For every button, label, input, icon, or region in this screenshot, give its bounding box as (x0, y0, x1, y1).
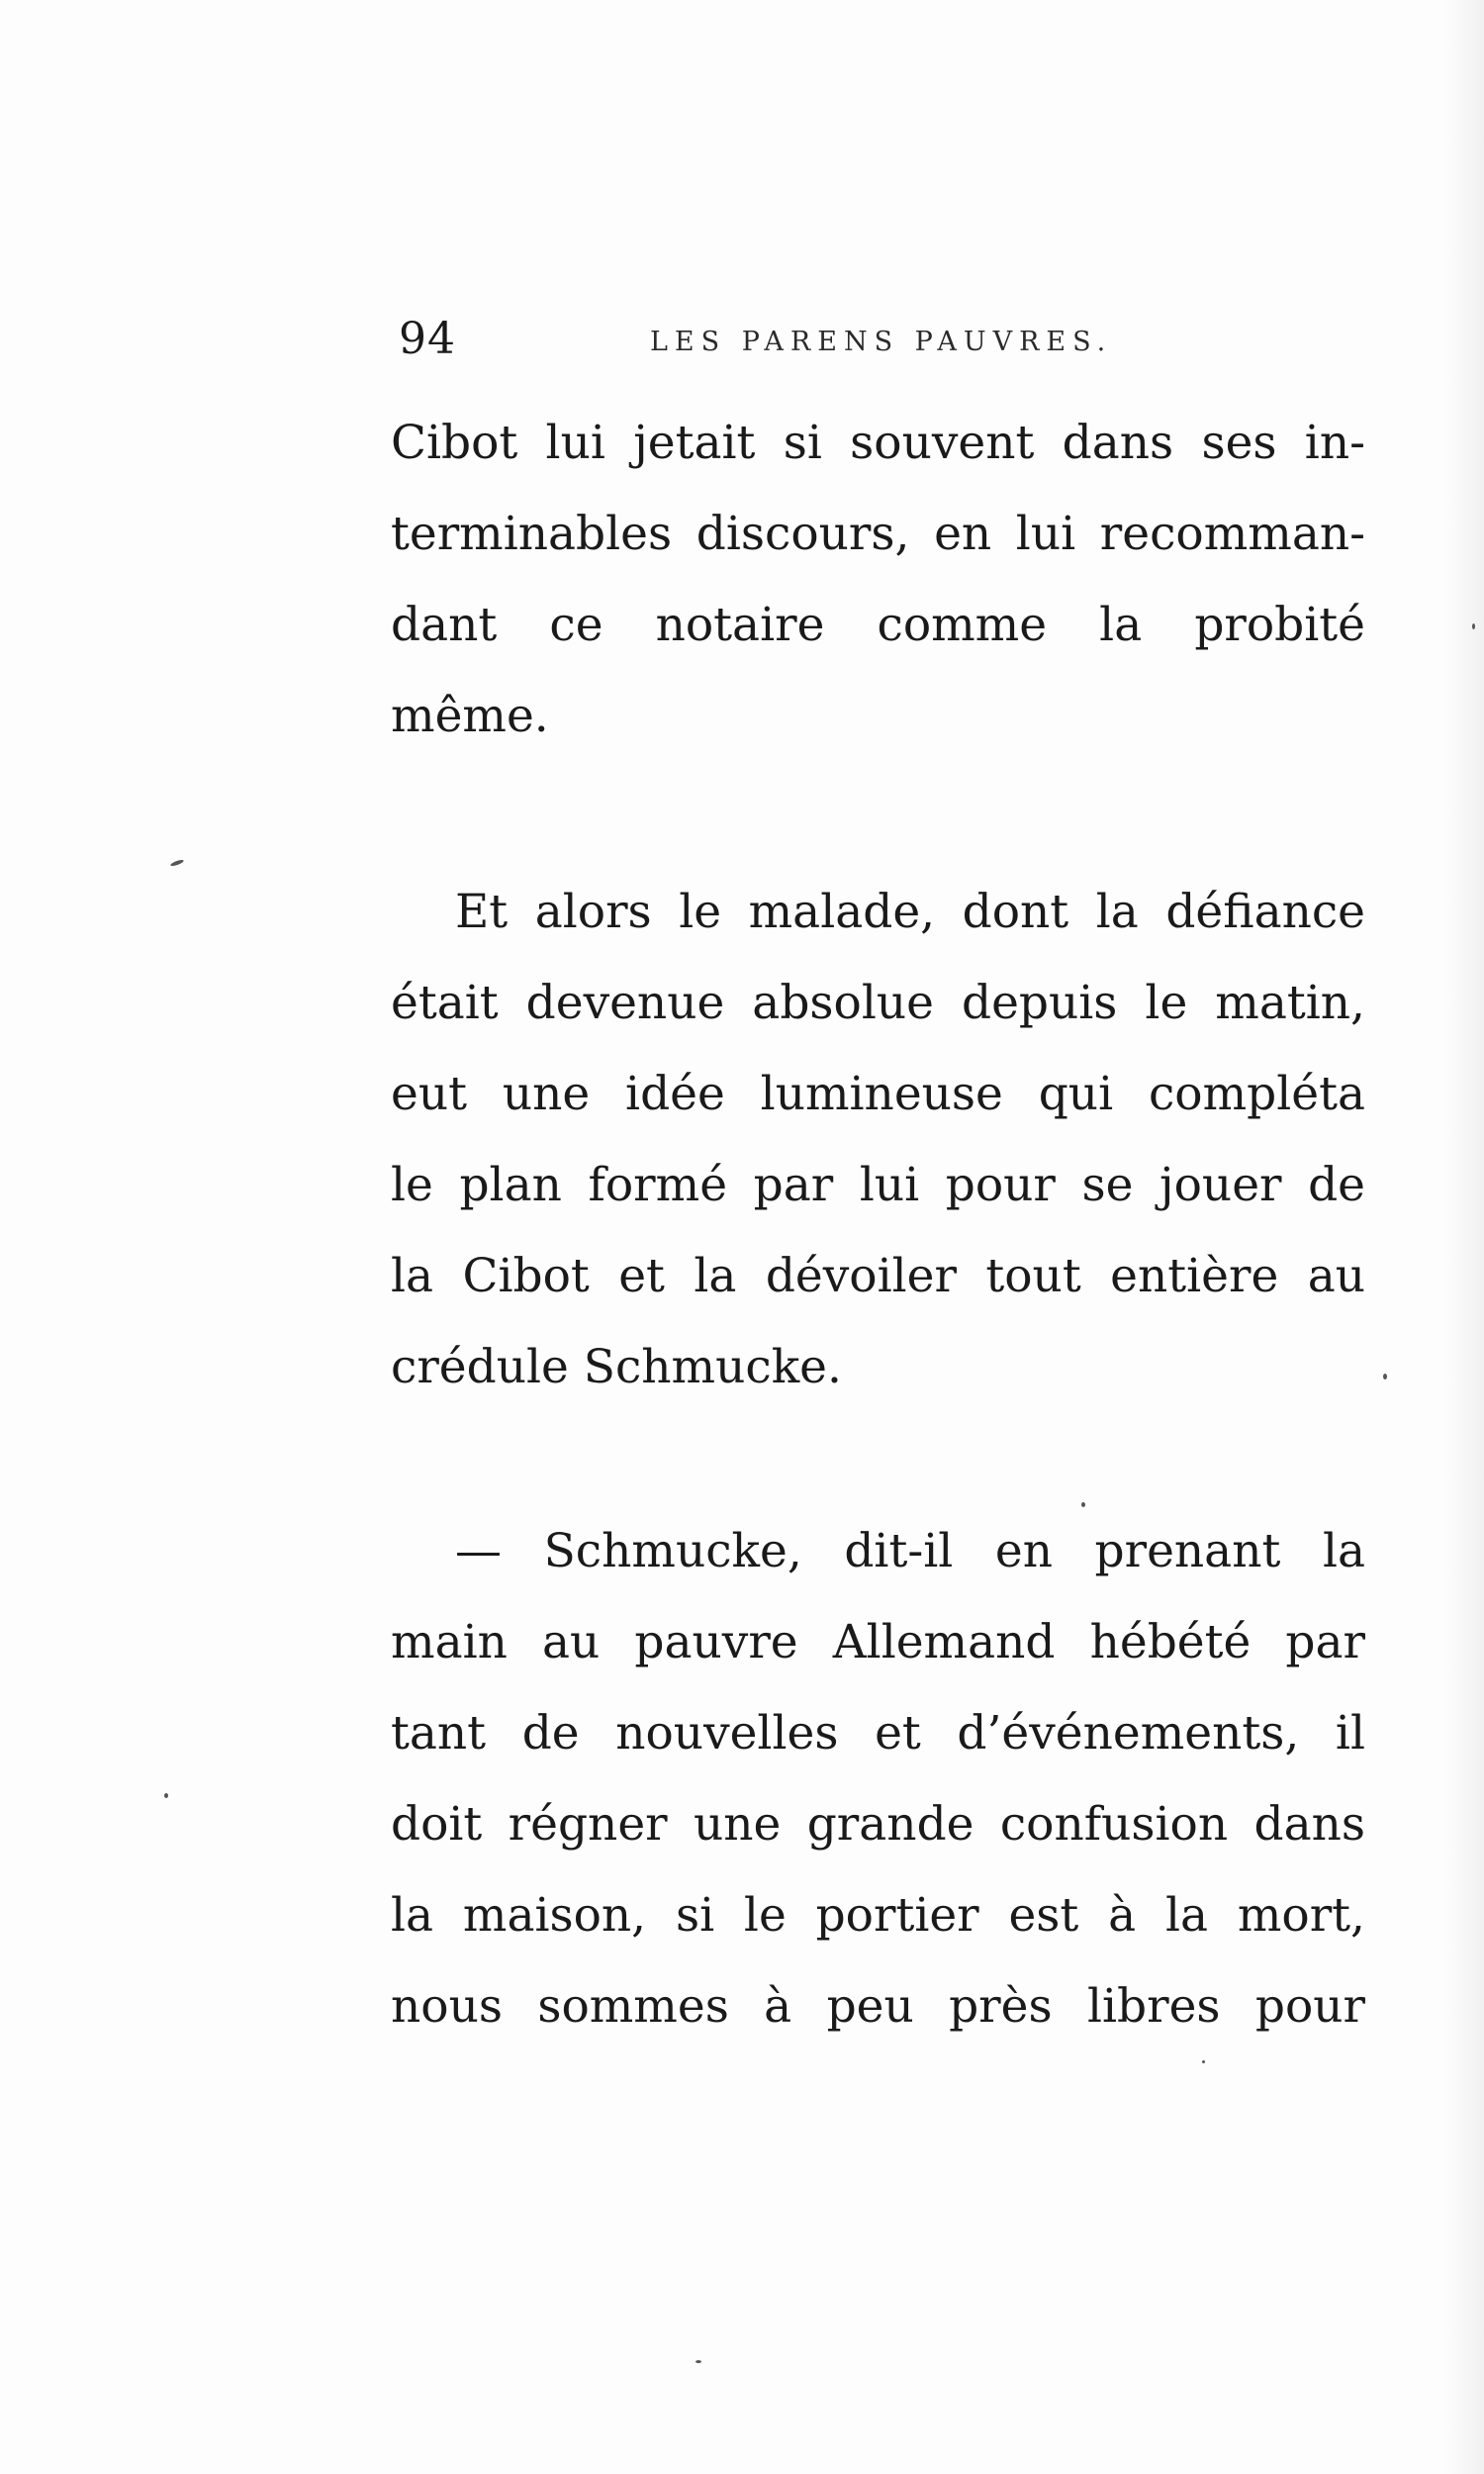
text-line: terminables discours, en lui recomman- (391, 507, 1365, 561)
text-line: le plan formé par lui pour se jouer de (391, 1158, 1365, 1212)
text-line: crédule Schmucke. (391, 1340, 842, 1394)
text-line: — Schmucke, dit-il en prenant la (455, 1524, 1365, 1578)
page-edge-shadow (1444, 0, 1484, 2474)
text-line: main au pauvre Allemand hébété par (391, 1615, 1365, 1669)
text-line: était devenue absolue depuis le matin, (391, 976, 1365, 1030)
scan-speck (1081, 1502, 1085, 1507)
scan-speck (164, 1793, 168, 1798)
scan-speck (1472, 623, 1475, 629)
text-line: doit régner une grande confusion dans (391, 1797, 1365, 1852)
text-line: Et alors le malade, dont la défiance (455, 885, 1365, 939)
page-number: 94 (399, 314, 456, 364)
text-line: dant ce notaire comme la probité (391, 598, 1365, 652)
scan-speck (170, 859, 185, 868)
scan-speck (1383, 1374, 1387, 1380)
text-line: Cibot lui jetait si souvent dans ses in- (391, 416, 1365, 470)
page-header (391, 315, 1365, 364)
text-line: nous sommes à peu près libres pour (391, 1979, 1365, 2034)
running-title: LES PARENS PAUVRES. (650, 327, 1113, 357)
scan-speck (696, 2360, 701, 2363)
text-line: la maison, si le portier est à la mort, (391, 1888, 1365, 1943)
scan-speck (1202, 2060, 1205, 2063)
text-line: tant de nouvelles et d’événements, il (391, 1706, 1365, 1760)
text-line: même. (391, 689, 549, 743)
text-line: la Cibot et la dévoiler tout entière au (391, 1249, 1365, 1303)
text-line: eut une idée lumineuse qui compléta (391, 1067, 1365, 1121)
